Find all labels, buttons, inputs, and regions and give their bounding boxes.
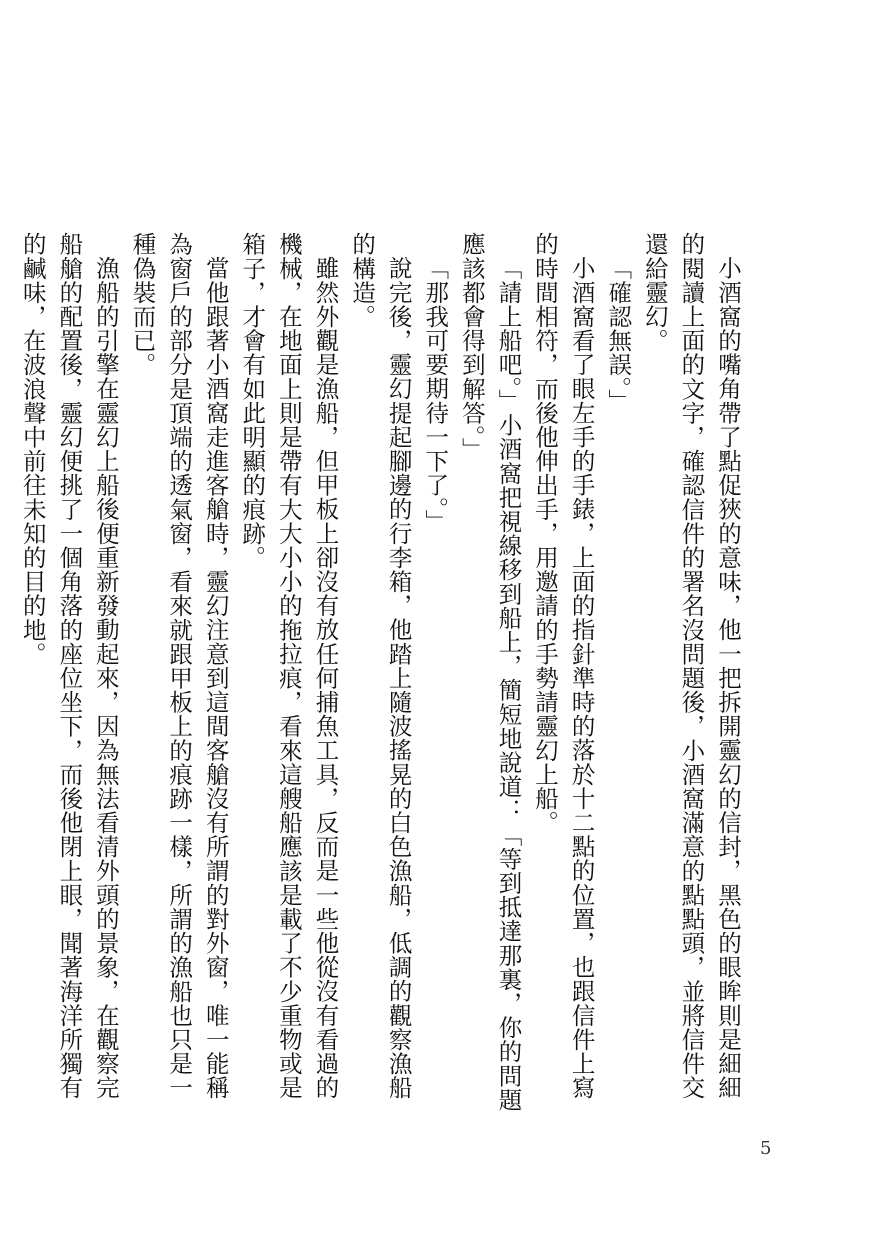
paragraph-9: 漁船的引擎在靈幻上船後便重新發動起來，因為無法看清外頭的景象，在觀察完船艙的配置後，靈幻便挑了一個角落的座位坐下，而後他閉上眼，聞著海洋所獨有的鹹味，在波浪聲中前往未知的目的地。 bbox=[18, 232, 120, 1100]
paragraph-2: 「確認無誤。」 bbox=[604, 255, 633, 413]
page-number: 5 bbox=[760, 1138, 772, 1159]
vertical-text-body bbox=[14, 232, 746, 1112]
paragraph-3: 小酒窩看了眼左手的手錶，上面的指針準時的落於十二點的位置，也跟信件上寫的時間相符，而後他伸出手，用邀請的手勢請靈幻上船。 bbox=[531, 232, 596, 1099]
paragraph-4: 「請上船吧。」小酒窩把視線移到船上，簡短地說道：「等到抵達那裏，你的問題應該都會得到解答。」 bbox=[457, 232, 523, 1112]
paragraph-7: 雖然外觀是漁船，但甲板上卻沒有放任何捕魚工具，反而是一些他從沒有看過的機械，在地面上則是帶有大大小小的拖拉痕，看來這艘船應該是載了不少重物或是箱子，才會有如此明顯的痕跡。 bbox=[238, 232, 340, 1100]
paragraph-6: 說完後，靈幻提起腳邊的行李箱，他踏上隨波搖晃的白色漁船，低調的觀察漁船的構造。 bbox=[348, 232, 413, 1099]
paragraph-1: 小酒窩的嘴角帶了點促狹的意味，他一把拆開靈幻的信封，黑色的眼眸則是細細的閱讀上面的文字，確認信件的署名沒問題後，小酒窩滿意的點點頭，並將信件交還給靈幻。 bbox=[640, 232, 742, 1100]
paragraph-5: 「那我可要期待一下了。」 bbox=[421, 255, 450, 533]
paragraph-8: 當他跟著小酒窩走進客艙時，靈幻注意到這間客艙沒有所謂的對外窗，唯一能稱為窗戶的部分是頂端的透氣窗，看來就跟甲板上的痕跡一樣，所謂的漁船也只是一種偽裝而已。 bbox=[128, 232, 230, 1100]
